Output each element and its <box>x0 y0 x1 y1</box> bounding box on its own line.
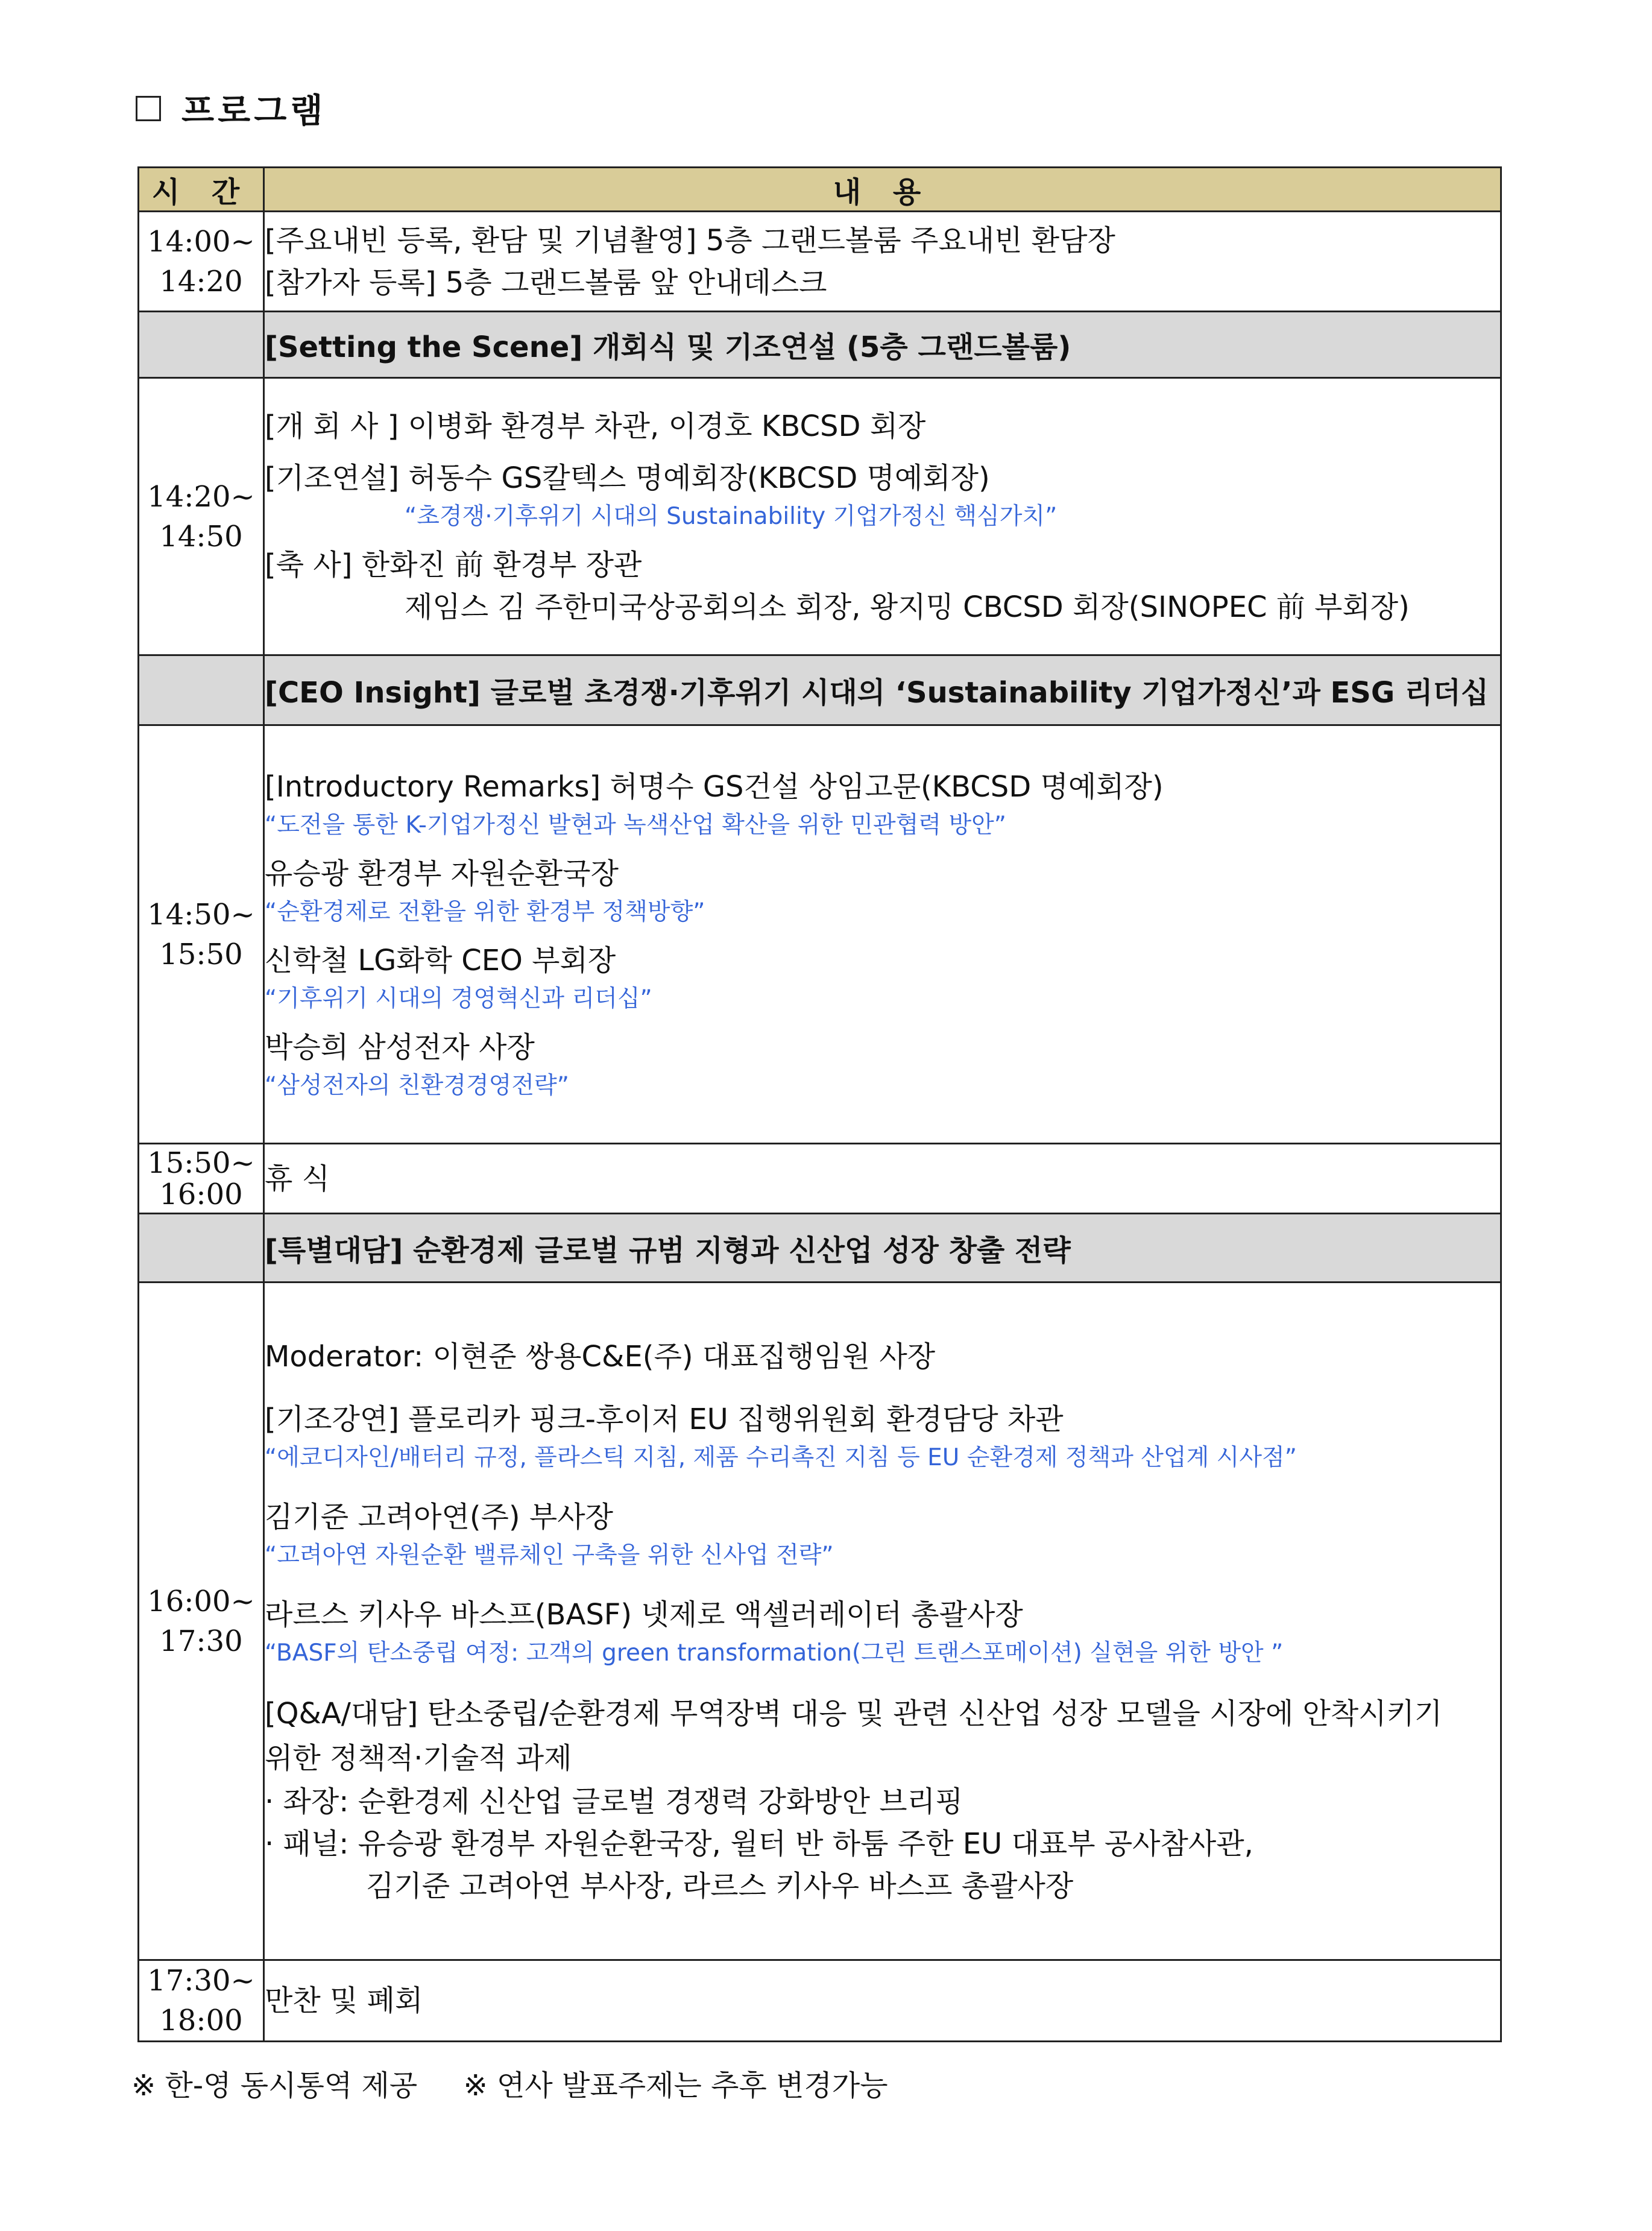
program-table <box>137 166 1502 2042</box>
section-title: [Setting the Scene] 개회식 및 기조연설 (5층 그랜드볼룸) <box>264 312 1501 378</box>
content-cell <box>264 1283 1501 1960</box>
speaker-name: [기조강연] 플로리카 핑크-후이저 EU 집행위원회 환경담당 차관 <box>265 1402 1064 1436</box>
speaker-topic: “순환경제로 전환을 위한 환경부 정책방향” <box>265 898 705 926</box>
chair-line: · 좌장: 순환경제 신산업 글로벌 경쟁력 강화방안 브리핑 <box>265 1784 963 1819</box>
qa-session: [Q&A/대담] 탄소중립/순환경제 무역장벽 대응 및 관련 신산업 성장 모델을 시장에 안착시키기 위한 정책적·기술적 과제 <box>265 1696 1443 1775</box>
speaker-topic: “삼성전자의 친환경경영전략” <box>265 1071 569 1099</box>
time-cell: 14:00~ 14:20 <box>139 212 264 312</box>
speaker-name: 박승희 삼성전자 사장 <box>265 1030 535 1064</box>
section-row <box>139 312 1501 378</box>
time-cell <box>139 312 264 378</box>
section-row <box>139 655 1501 725</box>
time-cell: 14:20~ 14:50 <box>139 378 264 655</box>
speaker-topic: “에코디자인/배터리 규정, 플라스틱 지침, 제품 수리촉진 지침 등 EU 순환경제 정책과 산업계 시사점” <box>265 1444 1297 1471</box>
speaker-topic: “도전을 통한 K-기업가정신 발현과 녹색산업 확산을 위한 민관협력 방안” <box>265 811 1007 839</box>
time-cell: 14:50~ 15:50 <box>139 725 264 1144</box>
table-row <box>139 1960 1501 2042</box>
panel-line: · 패널: 유승광 환경부 자원순환국장, 윌터 반 하툼 주한 EU 대표부 공사참사관, <box>265 1826 1253 1861</box>
content-cell <box>264 725 1501 1144</box>
speaker-name: [Introductory Remarks] 허명수 GS건설 상임고문(KBCSD 명예회장) <box>265 769 1164 804</box>
footer-note-topics: ※ 연사 발표주제는 추후 변경가능 <box>463 2069 888 2103</box>
table-header-row <box>139 168 1501 212</box>
content-cell <box>264 212 1501 312</box>
speaker-name: 김기준 고려아연(주) 부사장 <box>265 1500 614 1534</box>
time-cell: 17:30~ 18:00 <box>139 1960 264 2042</box>
speaker-name: 신학철 LG화학 CEO 부회장 <box>265 943 616 977</box>
content-cell <box>264 1144 1501 1214</box>
schedule-line: [주요내빈 등록, 환담 및 기념촬영] 5층 그랜드볼룸 주요내빈 환담장 <box>265 223 1115 257</box>
page-title-block <box>136 84 326 133</box>
table-row <box>139 725 1501 1144</box>
keynote-topic: “초경쟁·기후위기 시대의 Sustainability 기업가정신 핵심가치” <box>405 502 1058 530</box>
keynote-speaker: [기조연설] 허동수 GS칼텍스 명예회장(KBCSD 명예회장) <box>265 461 990 495</box>
closing-label: 만찬 및 폐회 <box>265 1984 423 2018</box>
header-time: 시 간 <box>139 168 264 212</box>
schedule-line: [참가자 등록] 5층 그랜드볼룸 앞 안내데스크 <box>265 265 827 300</box>
footer-notes <box>131 2062 888 2104</box>
opening-speech: [개 회 사 ] 이병화 환경부 차관, 이경호 KBCSD 회장 <box>265 409 926 443</box>
speaker-name: 유승광 환경부 자원순환국장 <box>265 856 619 891</box>
time-cell <box>139 1214 264 1283</box>
speaker-topic: “BASF의 탄소중립 여정: 고객의 green transformation(그린 트랜스포메이션) 실현을 위한 방안 ” <box>265 1639 1284 1667</box>
congratulatory-speaker-2: 제임스 김 주한미국상공회의소 회장, 왕지밍 CBCSD 회장(SINOPEC 前 부회장) <box>405 590 1410 624</box>
moderator: Moderator: 이현준 쌍용C&E(주) 대표집행임원 사장 <box>265 1339 936 1374</box>
break-label: 휴 식 <box>265 1161 330 1196</box>
speaker-name: 라르스 키사우 바스프(BASF) 넷제로 액셀러레이터 총괄사장 <box>265 1597 1023 1632</box>
congratulatory-speaker: [축 사] 한화진 前 환경부 장관 <box>265 547 642 582</box>
table-row <box>139 1144 1501 1214</box>
time-cell <box>139 655 264 725</box>
section-row <box>139 1214 1501 1283</box>
content-cell <box>264 378 1501 655</box>
section-title: [특별대담] 순환경제 글로벌 규범 지형과 신산업 성장 창출 전략 <box>264 1214 1501 1283</box>
page-title: 프로그램 <box>181 92 327 131</box>
content-cell <box>264 1960 1501 2042</box>
table-row <box>139 1283 1501 1960</box>
section-title: [CEO Insight] 글로벌 초경쟁·기후위기 시대의 ‘Sustainability 기업가정신’과 ESG 리더십 <box>264 655 1501 725</box>
footer-note-interpretation: ※ 한-영 동시통역 제공 <box>131 2069 418 2103</box>
speaker-topic: “기후위기 시대의 경영혁신과 리더십” <box>265 985 652 1012</box>
header-content: 내 용 <box>264 168 1501 212</box>
time-cell: 16:00~ 17:30 <box>139 1283 264 1960</box>
panel-line-2: 김기준 고려아연 부사장, 라르스 키사우 바스프 총괄사장 <box>366 1869 1074 1903</box>
time-cell: 15:50~ 16:00 <box>139 1144 264 1214</box>
speaker-topic: “고려아연 자원순환 밸류체인 구축을 위한 신사업 전략” <box>265 1541 834 1569</box>
table-row <box>139 212 1501 312</box>
checkbox-icon <box>136 96 161 121</box>
table-row <box>139 378 1501 655</box>
